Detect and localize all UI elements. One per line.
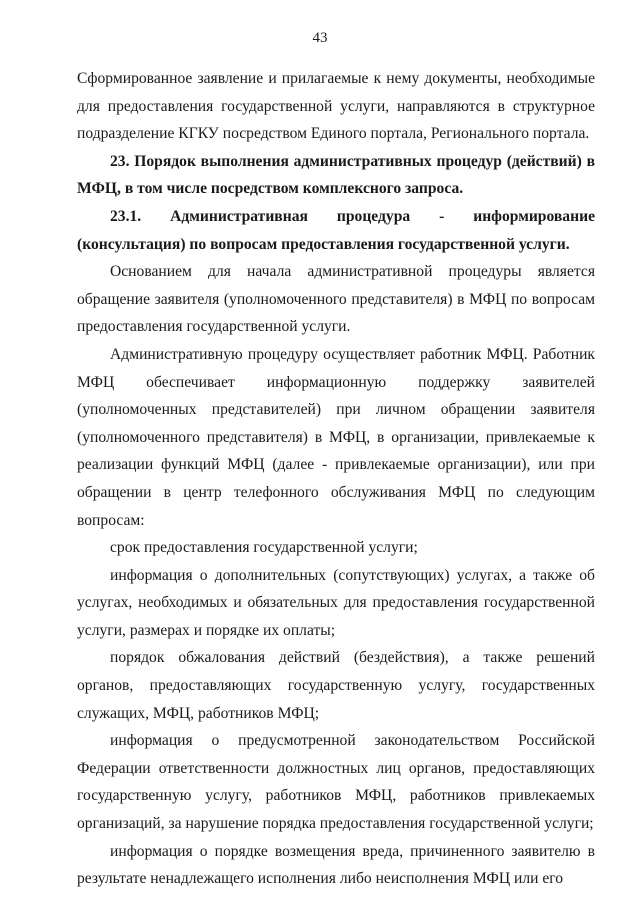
- list-item: информация о предусмотренной законодательством Российской Федерации ответственности должностных лиц органов, предоставляющих государственную услугу, работников МФЦ, работников привлекаемых организаций, за нарушение порядка предоставления государственной услуги;: [77, 732, 595, 833]
- page-number: 43: [312, 30, 328, 46]
- paragraph-intro: Сформированное заявление и прилагаемые к нему документы, необходимые для предоставления государственной услуги, направляются в структурное подразделение КГКУ посредством Единого портала, Регионального портала.: [77, 70, 595, 143]
- section-heading-23-1: 23.1. Административная процедура - информирование (консультация) по вопросам предоставления государственной услуги.: [77, 207, 595, 253]
- list-item: информация о порядке возмещения вреда, причиненного заявителю в результате ненадлежащего исполнения либо неисполнения МФЦ или его: [77, 842, 595, 888]
- paragraph: Основанием для начала административной процедуры является обращение заявителя (уполномоченного представителя) в МФЦ по вопросам предоставления государственной услуги.: [77, 263, 595, 336]
- list-item: порядок обжалования действий (бездействия), а также решений органов, предоставляющих государственную услугу, государственных служащих, МФЦ, работников МФЦ;: [77, 649, 595, 722]
- document-body: [77, 65, 595, 893]
- list-item: информация о дополнительных (сопутствующих) услугах, а также об услугах, необходимых и обязательных для предоставления государственной услуги, размерах и порядке их оплаты;: [77, 566, 595, 639]
- paragraph: Административную процедуру осуществляет работник МФЦ. Работник МФЦ обеспечивает информационную поддержку заявителей (уполномоченных представителей) при личном обращении заявителя (уполномоченного представителя) в МФЦ, в организации, привлекаемые к реализации функций МФЦ (далее - привлекаемые организации), или при обращении в центр телефонного обслуживания МФЦ по следующим вопросам:: [77, 345, 595, 529]
- section-heading-23: 23. Порядок выполнения административных процедур (действий) в МФЦ, в том числе посредством комплексного запроса.: [77, 152, 595, 198]
- list-item: срок предоставления государственной услуги;: [110, 539, 418, 557]
